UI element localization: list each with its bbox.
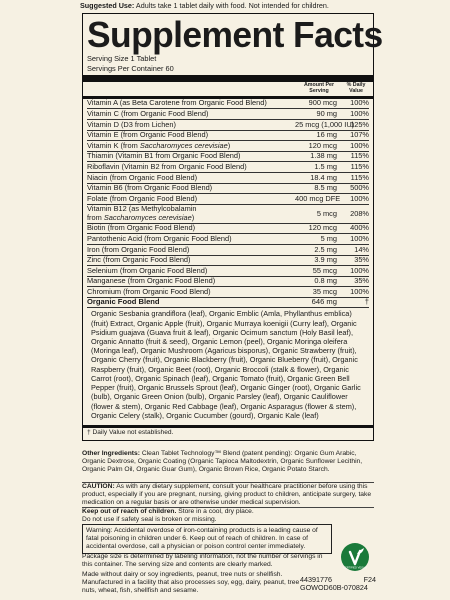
nutrient-name: Pantothenic Acid (from Organic Food Blend) [87,233,232,243]
nutrient-row [87,109,369,120]
nutrient-dv: 100% [350,233,369,243]
panel-title: Supplement Facts [87,14,383,55]
nutrient-row [87,224,369,235]
blend-name: Organic Food Blend [87,297,160,307]
nutrient-dv: 100% [350,108,369,118]
nutrient-dv: 14% [354,244,369,254]
nutrient-amount: 8.5 mg [314,183,337,193]
nutrient-name: Zinc (from Organic Food Blend) [87,255,191,265]
nutrient-amount: 1.5 mg [314,161,337,171]
nutrient-dv: 35% [354,276,369,286]
nutrient-amount: 120 mcg [308,140,337,150]
keep-out-label: Keep out of reach of children. [82,508,177,515]
nutrient-name: Folate (from Organic Food Blend) [87,193,198,203]
nutrient-row [87,141,369,152]
nutrient-row [87,131,369,142]
nutrient-amount: 35 mcg [312,286,337,296]
other-ingredients-label: Other Ingredients: [82,450,140,457]
nutrient-dv: 115% [350,161,369,171]
nutrient-row [87,99,369,110]
nutrient-name-italic: Saccharomyces cerevisiae [103,212,192,222]
lot-code: F24 [363,575,376,584]
nutrient-dv: 100% [350,98,369,108]
bottom-divider [83,425,373,428]
nutrient-amount: 120 mcg [308,223,337,233]
blend-row [87,298,369,309]
nutrient-row [87,234,369,245]
supplement-facts-panel [82,13,383,441]
nutrient-amount: 1.38 mg [310,151,337,161]
batch-code: GOWOD60B-070824 [300,583,368,593]
nutrient-amount: 90 mg [316,108,337,118]
nutrient-amount: 0.8 mg [314,276,337,286]
nutrient-name: Manganese (from Organic Food Blend) [87,276,216,286]
nutrient-dv: 100% [350,286,369,296]
nutrient-name-prefix: from [87,212,104,222]
nutrient-amount: 5 mg [320,233,337,243]
iron-warning-text: Warning: Accidental overdose of iron-containing products is a leading cause of fatal poisoning in children under 6. Keep out of reach of children. In case of accidental overdose, call a physician or poison control center immediately. [86,527,318,550]
nutrient-dv: 100% [350,265,369,275]
nutrient-dv: 208% [350,208,369,218]
vegan-badge-text: CERTIFIED VEGAN [343,566,367,570]
allergen-text: Made without dairy or soy ingredients, peanut, tree nuts or shellfish. Manufactured in a facility that also processes soy, egg, dairy, peanut, tree nuts, wheat, fish, shellfish and sesame. [82,571,300,594]
vegan-badge [340,542,370,572]
nutrient-name: Vitamin A (as Beta Carotene from Organic Food Blend) [87,98,267,108]
nutrient-amount: 3.9 mg [314,255,337,265]
nutrient-amount: 2.5 mg [314,244,337,254]
nutrient-name [87,205,295,222]
thick-divider [83,75,373,82]
other-ingredients [82,450,374,474]
nutrient-row [87,162,369,173]
column-headers [87,82,369,96]
nutrient-row [87,152,369,163]
nutrient-row [87,173,369,184]
product-codes [300,576,376,593]
keep-out-text: Store in a cool, dry place. [176,508,254,515]
blend-dv: † [364,297,369,307]
nutrient-name: Iron (from Organic Food Blend) [87,244,190,254]
nutrient-name: Thiamin (Vitamin B1 from Organic Food Blend) [87,151,241,161]
seal-text: Do not use if safety seal is broken or missing. [82,516,217,523]
nutrient-name: Vitamin C (from Organic Food Blend) [87,108,209,118]
nutrient-name: Selenium (from Organic Food Blend) [87,265,208,275]
nutrient-dv: 400% [350,223,369,233]
nutrient-row [87,120,369,131]
nutrient-dv: 107% [350,130,369,140]
suggested-use [80,2,380,10]
nutrient-amount: 900 mcg [308,98,337,108]
nutrient-name-italic: Saccharomyces cerevisiae [139,140,228,150]
nutrient-dv: 500% [350,183,369,193]
nutrient-amount: 55 mcg [312,265,337,275]
nutrient-name: Niacin (from Organic Food Blend) [87,172,198,182]
vegan-leaf-icon [340,542,370,572]
suggested-use-text: Adults take 1 tablet daily with food. Not intended for children. [134,1,329,10]
blend-amount: 646 mg [311,297,337,307]
caution [82,483,374,507]
nutrient-row [87,194,369,205]
keep-out [82,508,374,516]
nutrient-name: Riboflavin (Vitamin B2 from Organic Food Blend) [87,161,247,171]
nutrient-name [87,142,295,150]
nutrient-dv: 115% [350,172,369,182]
nutrient-row [87,205,369,224]
other-ingredients-text: Clean Tablet Technology™ Blend (patent pending): Organic Gum Arabic, Organic Dextrose, Organic Coating (Organic Tapioca Maltodextrin, Organic Sunflower Lecithin, Organic Palm Oil, Organic Guar Gum), Organic Brown Rice, Organic Potato Starch. [82,450,363,473]
nutrient-row [87,266,369,277]
nutrient-amount: 16 mg [316,130,337,140]
suggested-use-label: Suggested Use: [80,1,135,10]
nutrient-name: Chromium (from Organic Food Blend) [87,286,211,296]
nutrient-name-prefix: Vitamin K (from [87,140,140,150]
package-size-text: Package size is determined by labeling information, not the number of servings in this container. The serving size and contents are clearly marked. [82,553,323,568]
caution-text: As with any dietary supplement, consult your healthcare practitioner before using this product, especially if you are pregnant, nursing, giving product to children, anticipate surgery, take medication on a regular basis or are otherwise under medical supervision. [82,483,372,506]
blend-description: Organic Sesbania grandiflora (leaf), Organic Emblic (Amla, Phyllanthus emblica) (fruit) Extract, Organic Apple (fruit), Organic Murraya koenigii (Curry leaf), Organic Psidium guajava (Guava fruit & leaf), Organic Ocimum sanctum (Holy Basil leaf), Organic Annatto (fruit & seed), Organic Lemon (peel), Organic Moringa oleifera (Moringa leaf), Organic Mushroom (Agaricus bisporus), Organic Strawberry (fruit), Organic Cherry (fruit), Organic Blackberry (fruit), Organic Blueberry (fruit), Organic Raspberry (fruit), Organic Beet (root), Organic Broccoli (stalk & flower), Organic Carrot (root), Organic Spinach (leaf), Organic Tomato (fruit), Organic Green Bell Pepper (fruit), Organic Brussels Sprout (leaf), Organic Ginger (root), Organic Garlic (bulb), Organic Green Onion (bulb), Organic Parsley (leaf), Organic Cauliflower (flower & stem), Organic Red Cabbage (leaf), Organic Asparagus (flower & stem), Organic Celery (stalk), Organic Cucumber (gourd), Organic Kale (leaf) [91,309,361,420]
nutrient-row [87,245,369,256]
servings-per-container: Servings Per Container 60 [87,63,174,73]
nutrient-amount: 5 mcg [316,208,337,218]
nutrient-name-suffix: ) [227,140,231,150]
serving-size: Serving Size 1 Tablet [87,54,157,63]
nutrient-name: Vitamin D (D3 from Lichen) [87,119,176,129]
nutrient-row [87,256,369,267]
nutrient-amount: 400 mcg DFE [295,193,341,203]
nutrient-name: Biotin (from Organic Food Blend) [87,223,196,233]
upc-code: 44391776 [300,575,332,584]
nutrient-name: Vitamin E (from Organic Food Blend) [87,130,209,140]
iron-warning-box [82,524,332,554]
dv-footnote: † Daily Value not established. [87,428,174,436]
caution-label: CAUTION: [82,483,115,490]
nutrient-name: Vitamin B6 (from Organic Food Blend) [87,183,213,193]
col-amount-header: Amount Per Serving [303,82,335,94]
nutrient-amount: 25 mcg (1,000 IU) [295,119,355,129]
nutrient-name-suffix: ) [191,212,195,222]
nutrient-dv: 100% [350,140,369,150]
nutrient-amount: 18.4 mg [310,172,337,182]
nutrient-row [87,277,369,288]
nutrient-dv: 125% [350,119,369,129]
nutrient-dv: 115% [350,151,369,161]
nutrient-dv: 100% [350,193,369,203]
col-dv-header: % Daily Value [346,82,366,94]
nutrient-dv: 35% [354,255,369,265]
nutrient-row [87,184,369,195]
nutrient-name-line1: Vitamin B12 (as Methylcobalamin [87,204,197,214]
nutrient-rows [87,99,369,298]
